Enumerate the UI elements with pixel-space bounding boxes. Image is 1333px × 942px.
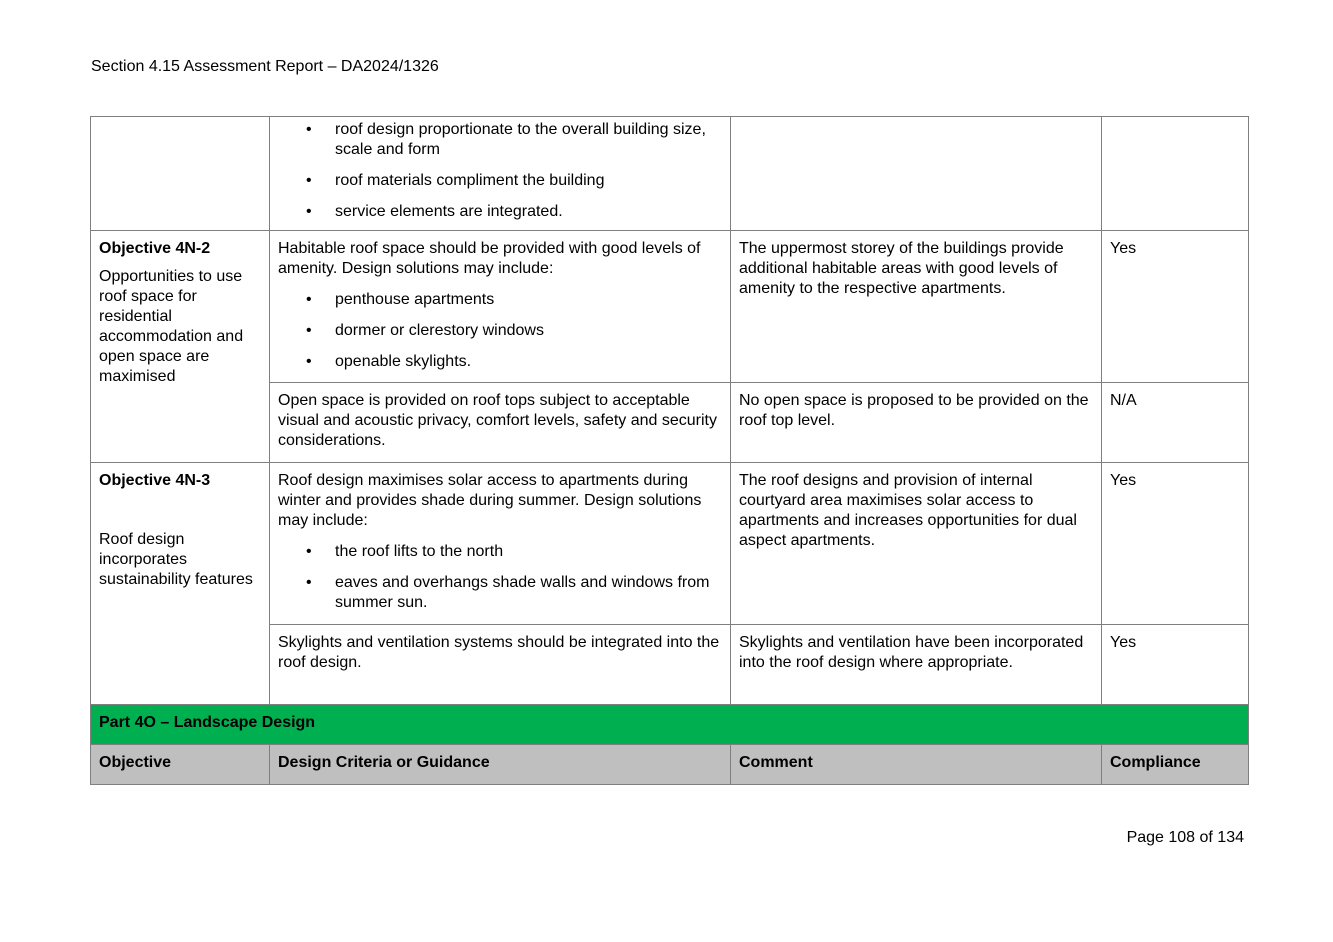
list-item: • openable skylights. bbox=[306, 353, 472, 370]
table-row bbox=[91, 231, 1249, 383]
criteria-cell: Open space is provided on roof tops subject to acceptable visual and acoustic privacy, comfort levels, safety and security considerations. bbox=[270, 383, 731, 463]
list-item: • roof design proportionate to the overall building size, scale and form bbox=[306, 121, 706, 158]
compliance-cell: Yes bbox=[1102, 463, 1249, 625]
list-item: • service elements are integrated. bbox=[306, 203, 563, 220]
compliance-cell: Yes bbox=[1102, 625, 1249, 705]
list-item: • eaves and overhangs shade walls and windows from summer sun. bbox=[306, 574, 710, 611]
objective-description: Opportunities to use roof space for residential accommodation and open space are maximised bbox=[99, 268, 244, 385]
list-item: • roof materials compliment the building bbox=[306, 172, 605, 189]
objective-cell bbox=[91, 463, 270, 705]
criteria-cell bbox=[270, 117, 731, 231]
compliance-cell: N/A bbox=[1102, 383, 1249, 463]
comment-cell: No open space is proposed to be provided on the roof top level. bbox=[731, 383, 1102, 463]
list-item: • penthouse apartments bbox=[306, 291, 495, 308]
part-heading: Part 4O – Landscape Design bbox=[91, 705, 1249, 745]
compliance-cell: Yes bbox=[1102, 231, 1249, 383]
bullet-list bbox=[278, 120, 722, 222]
column-header-comment: Comment bbox=[731, 745, 1102, 785]
compliance-cell bbox=[1102, 117, 1249, 231]
column-header-row bbox=[91, 745, 1249, 785]
objective-description: Roof design incorporates sustainability features bbox=[99, 531, 253, 588]
page-number: Page 108 of 134 bbox=[1126, 829, 1244, 846]
table-row bbox=[91, 117, 1249, 231]
objective-title: Objective 4N-3 bbox=[99, 472, 211, 489]
bullet-list bbox=[278, 542, 722, 613]
criteria-cell: Habitable roof space should be provided with good levels of amenity. Design solutions may include: • penthouse apartments • dormer or clerestory windows • openable skylights. bbox=[270, 231, 731, 383]
table-row bbox=[91, 463, 1249, 625]
list-item: • dormer or clerestory windows bbox=[306, 322, 544, 339]
comment-cell bbox=[731, 117, 1102, 231]
bullet-list bbox=[278, 290, 722, 372]
comment-cell: Skylights and ventilation have been incorporated into the roof design where appropriate. bbox=[731, 625, 1102, 705]
comment-cell: The uppermost storey of the buildings provide additional habitable areas with good levels of amenity to the respective apartments. bbox=[731, 231, 1102, 383]
assessment-table bbox=[90, 116, 1249, 785]
column-header-compliance: Compliance bbox=[1102, 745, 1249, 785]
part-heading-row bbox=[91, 705, 1249, 745]
column-header-criteria: Design Criteria or Guidance bbox=[270, 745, 731, 785]
list-item: • the roof lifts to the north bbox=[306, 543, 504, 560]
criteria-cell: Roof design maximises solar access to apartments during winter and provides shade during summer. Design solutions may include: • the roof lifts to the north • eaves and overhangs shade walls and windows from summer sun. bbox=[270, 463, 731, 625]
page-header: Section 4.15 Assessment Report – DA2024/1326 bbox=[91, 58, 439, 75]
comment-cell: The roof designs and provision of internal courtyard area maximises solar access to apartments and increases opportunities for dual aspect apartments. bbox=[731, 463, 1102, 625]
objective-title: Objective 4N-2 bbox=[99, 240, 211, 257]
objective-cell bbox=[91, 231, 270, 463]
objective-cell bbox=[91, 117, 270, 231]
criteria-cell: Skylights and ventilation systems should be integrated into the roof design. bbox=[270, 625, 731, 705]
column-header-objective: Objective bbox=[91, 745, 270, 785]
